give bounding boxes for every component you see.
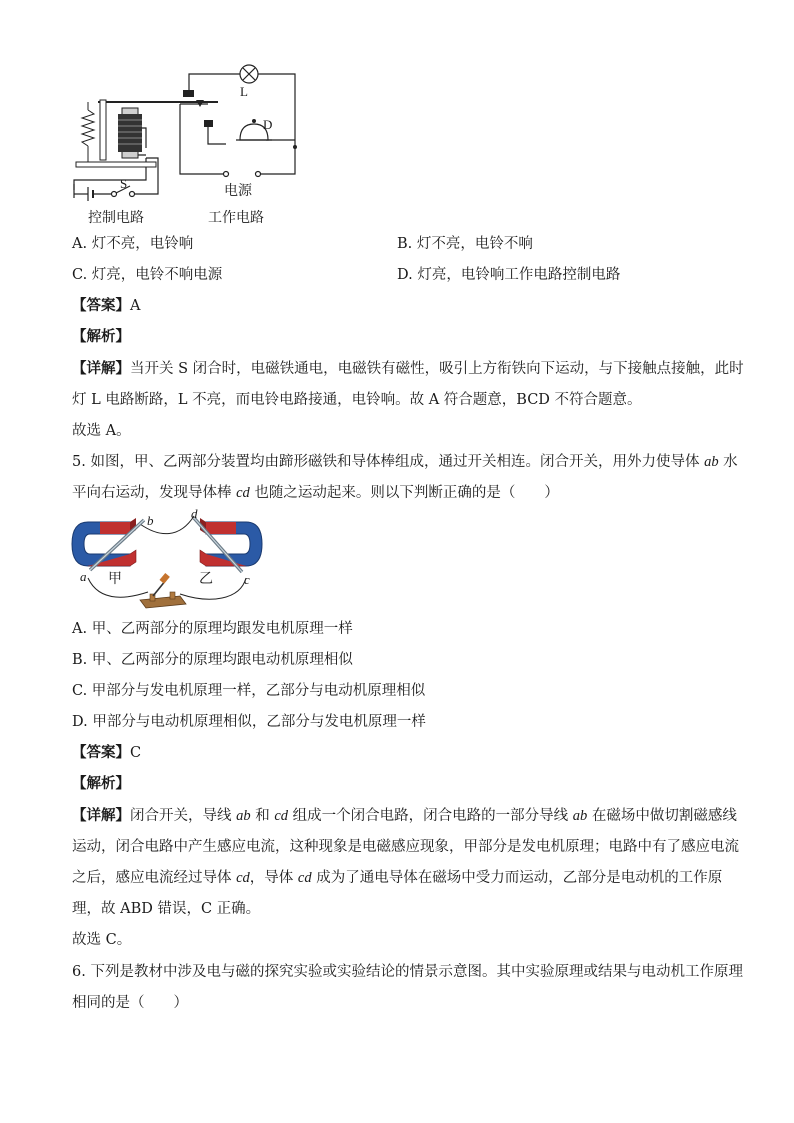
- knife-switch-icon: [140, 573, 186, 608]
- q5-d3-b: ，导体: [249, 870, 298, 886]
- q5-detail-tag: 【详解】: [72, 807, 130, 824]
- q4-answer: [72, 296, 140, 316]
- label-b: b: [147, 513, 154, 528]
- q5-answer-value: C: [130, 745, 142, 761]
- q5-stem1-var: ab: [704, 454, 719, 470]
- q5-d1-v1: ab: [236, 808, 251, 824]
- q5-detail-line1: [72, 806, 737, 826]
- label-d: d: [191, 506, 198, 521]
- q5-d3-c: 成为了通电导体在磁场中受力而运动，乙部分是电动机的工作原: [311, 870, 723, 886]
- q4-option-a: A. 灯不亮，电铃响: [72, 236, 194, 252]
- work-circuit-label: 工作电路: [208, 210, 264, 226]
- q4-answer-value: A: [130, 298, 141, 314]
- q5-stem2-post: 也随之运动起来。则以下判断正确的是（ ）: [249, 485, 559, 501]
- q5-option-a: A. 甲、乙两部分的原理均跟发电机原理一样: [72, 621, 353, 637]
- q5-detail-line2: 运动，闭合电路中产生感应电流，这种现象是电磁感应现象，甲部分是发电机原理；电路中有了感应电流: [72, 839, 739, 855]
- q5-d1-c: 组成一个闭合电路，闭合电路的一部分导线: [288, 808, 573, 824]
- magnets-diagram: [70, 508, 270, 614]
- q6-stem-line1: 6. 下列是教材中涉及电与磁的探究实验或实验结论的情景示意图。其中实验原理或结果与电动机工作原理: [72, 964, 743, 980]
- q5-d3-a: 之后，感应电流经过导体: [72, 870, 237, 886]
- q5-detail-line4: 理，故 ABD 错误，C 正确。: [72, 901, 261, 917]
- q4-analysis-tag: 【解析】: [72, 328, 130, 345]
- q5-d3-v1: cd: [236, 870, 250, 886]
- lamp-label: L: [240, 84, 248, 99]
- switch-label: S: [120, 176, 128, 191]
- q4-detail-line2: 灯 L 电路断路，L 不亮，而电铃电路接通，电铃响。故 A 符合题意，BCD 不符合题意。: [72, 392, 642, 408]
- relay-circuit-diagram: [68, 62, 308, 230]
- q5-d1-v3: ab: [572, 808, 588, 824]
- q4-detail-tag: 【详解】: [72, 360, 130, 377]
- q5-d1-d: 在磁场中做切割磁感线: [587, 808, 737, 824]
- control-circuit-label: 控制电路: [88, 210, 144, 226]
- q5-answer-tag: 【答案】: [72, 744, 130, 761]
- q5-option-d: D. 甲部分与电动机原理相似，乙部分与发电机原理一样: [72, 714, 426, 730]
- q5-option-c: C. 甲部分与发电机原理一样，乙部分与电动机原理相似: [72, 683, 426, 699]
- q5-stem-line2: [72, 483, 559, 503]
- q4-answer-tag: 【答案】: [72, 297, 130, 314]
- q5-stem2-pre: 平向右运动，发现导体棒: [72, 485, 237, 501]
- q5-stem1-pre: 5. 如图，甲、乙两部分装置均由蹄形磁铁和导体棒组成，通过开关相连。闭合开关，用外力使导体: [72, 454, 705, 470]
- power-label: 电源: [224, 183, 252, 199]
- q4-conclusion: 故选 A。: [72, 423, 131, 439]
- electromagnet-icon: [118, 108, 142, 158]
- q4-detail-text1: 当开关 S 闭合时，电磁铁通电，电磁铁有磁性，吸引上方衔铁向下运动，与下接触点接触，此时: [130, 361, 744, 377]
- q5-answer: [72, 743, 141, 763]
- q5-d1-a: 闭合开关，导线: [130, 808, 237, 824]
- q5-conclusion: 故选 C。: [72, 932, 132, 948]
- q5-analysis-tag: 【解析】: [72, 775, 130, 792]
- label-a: a: [80, 569, 87, 584]
- lamp-icon: [240, 65, 258, 83]
- q5-stem2-var: cd: [236, 485, 250, 501]
- q4-detail-line1: [72, 359, 744, 379]
- q5-stem1-post: 水: [718, 454, 738, 470]
- label-yi: 乙: [199, 571, 213, 587]
- q5-option-b: B. 甲、乙两部分的原理均跟电动机原理相似: [72, 652, 353, 668]
- q5-d1-v2: cd: [274, 808, 289, 824]
- q4-option-b: B. 灯不亮，电铃不响: [397, 236, 533, 252]
- label-c: c: [244, 572, 250, 587]
- q5-d3-v2: cd: [297, 870, 312, 886]
- q5-stem-line1: [72, 452, 738, 472]
- q5-d1-b: 和: [250, 808, 275, 824]
- q4-option-c: C. 灯亮，电铃不响电源: [72, 267, 223, 283]
- label-jia: 甲: [108, 571, 122, 587]
- bell-label: D: [263, 117, 273, 132]
- q6-stem-line2: 相同的是（ ）: [72, 995, 188, 1011]
- q4-option-d: D. 灯亮，电铃响工作电路控制电路: [397, 267, 621, 283]
- q5-detail-line3: [72, 868, 722, 888]
